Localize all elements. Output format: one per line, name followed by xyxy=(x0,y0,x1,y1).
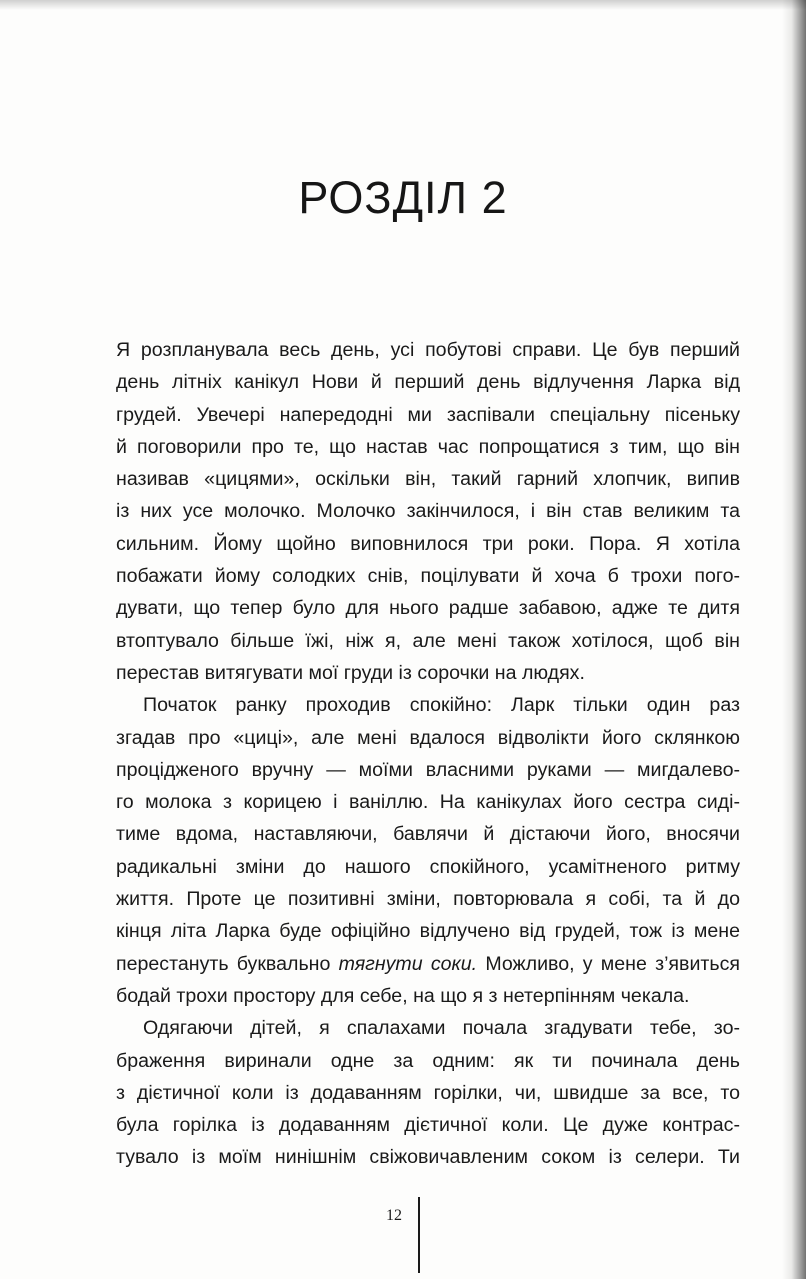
text-line: називав «цицями», оскільки він, такий гарний хлопчик, випив xyxy=(116,468,740,491)
text-line: грудей. Увечері напередодні ми заспівали спеціальну пісеньку xyxy=(116,403,740,426)
text-line: день літніх канікул Нови й перший день відлучення Ларка від xyxy=(116,371,740,394)
text-line: життя. Проте це позитивні зміни, повторювала я собі, та й до xyxy=(116,888,740,911)
chapter-body xyxy=(116,334,740,1174)
text-line: втоптувало більше їжі, ніж я, але мені також хотілося, щоб він xyxy=(116,629,740,652)
text-line: го молока з корицею і ваніллю. На канікулах його сестра сиді- xyxy=(116,791,740,814)
text-line-with-emphasis xyxy=(116,948,740,980)
text-line: процідженого вручну — моїми власними руками — мигдалево- xyxy=(116,758,740,781)
page-top-shadow xyxy=(0,0,806,10)
text-line: побажати йому солодких снів, поцілувати й хоча б трохи пого- xyxy=(116,565,740,588)
paragraph-1 xyxy=(116,334,740,689)
text-fragment: Можливо, у мене з’явиться xyxy=(477,952,740,975)
text-line: кінця літа Ларка буде офіційно відлучено від грудей, тож із мене xyxy=(116,920,740,943)
text-fragment: перестануть буквально xyxy=(116,952,339,975)
paragraph-2 xyxy=(116,689,740,1012)
text-line: й поговорили про те, що настав час попрощатися з тим, що він xyxy=(116,435,740,458)
text-line: із них усе молочко. Молочко закінчилося, і він став великим та xyxy=(116,500,740,523)
text-line: з дієтичної коли із додаванням горілки, чи, швидше за все, то xyxy=(116,1081,740,1104)
text-line: бодай трохи простору для себе, на що я з нетерпінням чекала. xyxy=(116,984,690,1007)
paragraph-3 xyxy=(116,1012,740,1173)
text-line: Одягаючи дітей, я спалахами почала згадувати тебе, зо- xyxy=(143,1017,740,1040)
text-line: браження виринали одне за одним: як ти починала день xyxy=(116,1049,740,1072)
chapter-title: РОЗДІЛ 2 xyxy=(298,172,508,223)
text-line: перестав витягувати мої груди із сорочки на людях. xyxy=(116,661,585,684)
text-line: тувало із моїм нинішнім свіжовичавленим соком із селери. Ти xyxy=(116,1146,740,1169)
text-line: Я розпланувала весь день, усі побутові справи. Це був перший xyxy=(116,339,740,361)
text-line: Початок ранку проходив спокійно: Ларк тільки один раз xyxy=(143,694,740,717)
emphasized-phrase: тягнути соки. xyxy=(338,952,478,975)
text-line: тиме вдома, наставляючи, бавлячи й дістаючи його, вносячи xyxy=(116,823,740,846)
text-line: сильним. Йому щойно виповнилося три роки. Пора. Я хотіла xyxy=(116,532,740,555)
page-number-rule xyxy=(418,1197,420,1273)
text-line: була горілка із додаванням дієтичної коли. Це дуже контрас- xyxy=(116,1114,740,1137)
text-line: згадав про «циці», але мені вдалося відволікти його склянкою xyxy=(116,726,740,749)
text-line: радикальні зміни до нашого спокійного, усамітненого ритму xyxy=(116,855,740,878)
page-number: 12 xyxy=(386,1207,402,1224)
text-line: дувати, що тепер було для нього радше забавою, адже те дитя xyxy=(116,597,740,620)
